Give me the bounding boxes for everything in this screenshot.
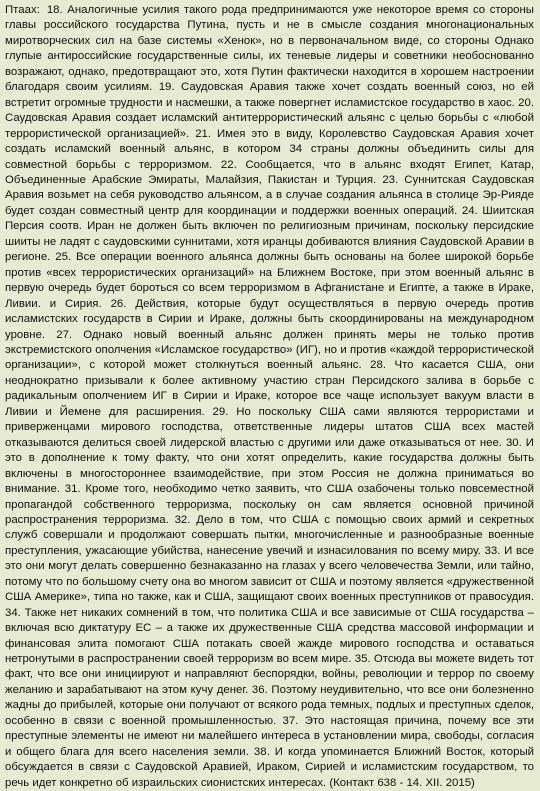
document-label: Птаах:: [5, 4, 40, 16]
document-paragraph: 18. Аналогичные усилия такого рода предпринимаются уже некоторое время со стороны главы российского государства Путина, пусть и не в смысле создания многонациональных миротворческих сил на базе системы «Хенок», но в первоначальном виде, со стороны Однако глупые антироссийские государственные силы, их теневые лидеры и советники необоснованно возражают, однако, предотвращают это, хотя Путин фактически находится в хорошем настроении благодаря своим усилиям. 19. Саудовская Аравия также хочет создать военный союз, но ей встретит огромные трудности и насмешки, а также повергнет исламистское государство в хаос. 20. Саудовская Аравия создает исламский антитеррористический альянс с целью борьбы с «любой террористической организацией». 21. Имея это в виду, Королевство Саудовская Аравия хочет создать исламский военный альянс, в котором 34 страны должны объединить силы для совместной борьбы с терроризмом. 22. Сообщается, что в альянс входят Египет, Катар, Объединенные Арабские Эмираты, Малайзия, Пакистан и Турция. 23. Суннитская Саудовская Аравия возьмет на себя руководство альянсом, а в случае создания альянса в столице Эр-Рияде будет создан совместный центр для координации и поддержки военных операций. 24. Шиитская Персия соотв. Иран не должен быть включен по религиозным причинам, поскольку персидские шииты не ладят с саудовскими суннитами, хотя иранцы добиваются влияния Саудовской Аравии в регионе. 25. Все операции военного альянса должны быть основаны на более широкой борьбе против «всех террористических организаций» на Ближнем Востоке, при этом военный альянс в первую очередь будет бороться со всем терроризмом в Афганистане и Египте, а также в Ираке, Ливии. и Сирия. 26. Действия, которые будут осуществляться в первую очередь против исламистских государств в Сирии и Ираке, должны быть скоординированы на международном уровне. 27. Однако новый военный альянс должен принять меры не только против экстремистского ополчения «Исламское государство» (ИГ), но и против «каждой террористической организации», с которой может столкнуться военный альянс. 28. Что касается США, они неоднократно призывали к более активному участию стран Персидского залива в борьбе с радикальным ополчением ИГ в Сирии и Ираке, которое все чаще использует вакуум власти в Ливии и Йемене для расширения. 29. Но поскольку США сами являются террористами и приверженцами мирового господства, ответственные лидеры штатов США всех мастей отказываются делиться своей лидерской властью с другими или даже отказываться от нее. 30. И это в дополнение к тому факту, что они хотят определить, какие государства должны быть включены в многостороннее взаимодействие, при этом Россия не должна приниматься во внимание. 31. Кроме того, необходимо четко заявить, что США озабочены только повсеместной пропагандой собственного терроризма, поскольку он сам является основной причиной распространения терроризма. 32. Дело в том, что США с помощью своих армий и секретных служб совершали и продолжают совершать пытки, многочисленные и разнообразные военные преступления, ужасающие убийства, нанесение увечий и изнасилования по всему миру. 33. И все это они могут делать совершенно безнаказанно на глазах у всего человечества Земли, или тайно, потому что по большому счету она во многом зависит от США и поэтому является «дружественной США Америке», типа но также, как и США, защищают своих военных преступников от правосудия. 34. Также нет никаких сомнений в том, что политика США и все зависимые от США государства – включая всю диктатуру ЕС – а также их дружественные США средства массовой информации и финансовая элита помогают США потакать своей жажде мирового господства и оставаться нетронутыми в распространении своей терроризм во всем мире. 35. Отсюда вы можете видеть тот факт, что все они инициируют и направляют беспорядки, войны, революции и террор по своему желанию и зарабатывают на этом кучу денег. 36. Поэтому неудивительно, что все они болезненно жадны до прибылей, которые они получают от всякого рода темных, подлых и преступных сделок, особенно в связи с военной промышленностью. 37. Это настоящая причина, почему все эти преступные элементы не имеют ни малейшего интереса в установлении мира, свободы, согласия и общего блага для всего населения земли. 38. И когда упоминается Ближний Восток, который обсуждается в связи с Саудовской Аравией, Ираком, Сирией и исламистским государством, то речь идет конкретно об израильских сионистских интересах. (Контакт 638 - 14. XII. 2015): [5, 4, 534, 789]
